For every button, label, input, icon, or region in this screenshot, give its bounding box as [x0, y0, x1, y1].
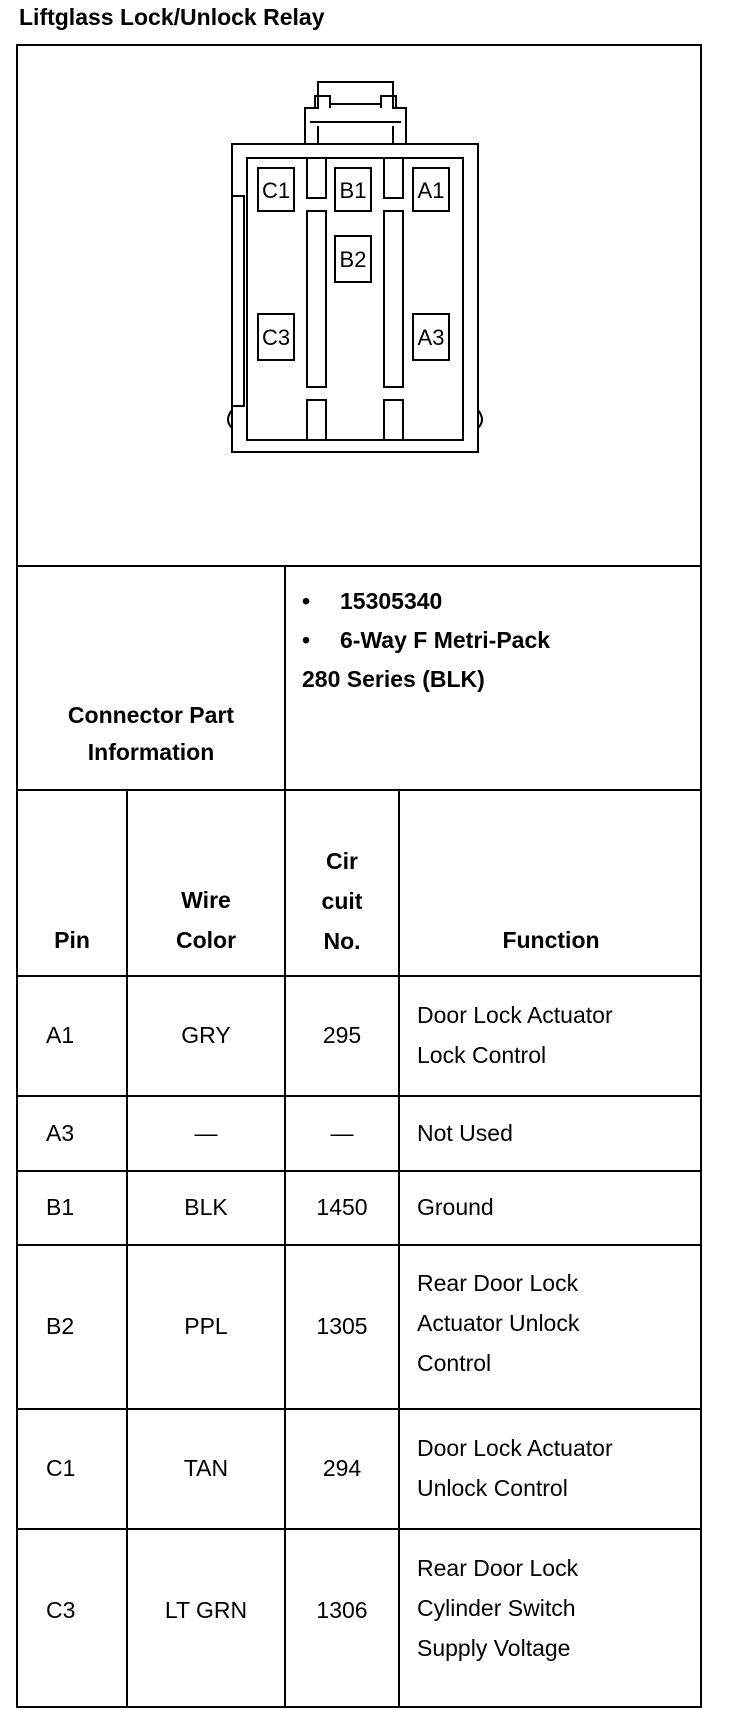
table-row-circuit: —: [330, 1120, 354, 1146]
table-row-color: —: [194, 1120, 218, 1146]
pin-label-a1: A1: [417, 178, 445, 203]
pin-label-b2: B2: [339, 247, 367, 272]
table-row-color: GRY: [181, 1022, 231, 1048]
table-row-function: [417, 995, 613, 1075]
table-row-circuit: 1305: [316, 1313, 368, 1339]
rib-right: [384, 211, 403, 387]
part-info-item: [302, 621, 550, 660]
connector-latch: [305, 82, 406, 144]
table-row-pin: C1: [46, 1455, 76, 1481]
header-wire-color: [128, 880, 284, 960]
divider-row-a1: [16, 1095, 702, 1097]
rib-left: [307, 211, 326, 387]
table-row-color: TAN: [183, 1455, 229, 1481]
part-info-details: [302, 582, 550, 699]
function-line: Door Lock Actuator: [417, 1002, 613, 1028]
pin-label-c3: C3: [261, 325, 291, 350]
function-line: Rear Door Lock: [417, 1270, 579, 1296]
divider-row-b1: [16, 1244, 702, 1246]
function-line: Not Used: [417, 1120, 513, 1146]
function-line: Rear Door Lock: [417, 1555, 579, 1581]
table-row-circuit: 1450: [316, 1194, 368, 1220]
function-line: Ground: [417, 1194, 494, 1220]
header-wire-color-line2: Color: [175, 927, 237, 953]
divider-part-info: [16, 789, 702, 791]
divider-row-a3: [16, 1170, 702, 1172]
divider-header: [16, 975, 702, 977]
table-row-pin: A3: [46, 1120, 75, 1146]
table-row-function: [417, 1187, 494, 1227]
latch-tab: [315, 96, 396, 108]
bullet: •: [302, 588, 311, 614]
connector-type: 6-Way F Metri-Pack: [340, 627, 551, 653]
housing-side-lock: [232, 196, 244, 406]
part-info-label-line1: Connector Part: [67, 702, 235, 728]
function-line: Unlock Control: [417, 1475, 568, 1501]
page-title: Liftglass Lock/Unlock Relay: [19, 4, 325, 30]
rib-bottom-left: [307, 400, 326, 440]
table-row-pin: B1: [46, 1194, 75, 1220]
part-info-item: [302, 582, 550, 621]
latch-base: [310, 122, 401, 144]
table-row-color: PPL: [184, 1313, 228, 1339]
table-row-function: [417, 1113, 513, 1153]
rib-top-left: [307, 158, 326, 198]
pin-label-a3: A3: [417, 325, 445, 350]
table-row-pin: B2: [46, 1313, 75, 1339]
pin-label-b1: B1: [339, 178, 367, 203]
function-line: Control: [417, 1350, 492, 1376]
connector-series: 280 Series (BLK): [302, 666, 485, 692]
table-row-color: BLK: [184, 1194, 228, 1220]
header-pin: Pin: [54, 927, 90, 953]
housing-side-nub: [228, 410, 482, 428]
table-row-pin: A1: [46, 1022, 75, 1048]
header-circuit-line3: No.: [323, 928, 361, 954]
header-circuit-line2: cuit: [321, 888, 363, 914]
pin-label-c1: C1: [261, 178, 291, 203]
rib-bottom-right: [384, 400, 403, 440]
header-circuit: [286, 841, 398, 961]
divider-diagram: [16, 565, 702, 567]
rib-top-right: [384, 158, 403, 198]
function-line: Actuator Unlock: [417, 1310, 580, 1336]
table-row-color: LT GRN: [164, 1597, 248, 1623]
function-line: Door Lock Actuator: [417, 1435, 613, 1461]
table-row-function: [417, 1263, 579, 1383]
table-row-function: [417, 1428, 613, 1508]
table-row-circuit: 1306: [316, 1597, 368, 1623]
header-function: Function: [502, 927, 600, 953]
table-row-pin: C3: [46, 1597, 76, 1623]
table-row-circuit: 294: [322, 1455, 362, 1481]
bullet: •: [302, 627, 311, 653]
function-line: Cylinder Switch: [417, 1595, 576, 1621]
part-number: 15305340: [340, 588, 443, 614]
header-circuit-line1: Cir: [326, 848, 358, 874]
function-line: Lock Control: [417, 1042, 547, 1068]
part-info-label: [18, 697, 284, 771]
function-line: Supply Voltage: [417, 1635, 571, 1661]
divider-row-b2: [16, 1408, 702, 1410]
part-info-label-line2: Information: [87, 739, 215, 765]
table-row-function: [417, 1548, 578, 1668]
divider-row-c1: [16, 1528, 702, 1530]
header-wire-color-line1: Wire: [181, 887, 231, 913]
table-row-circuit: 295: [322, 1022, 362, 1048]
